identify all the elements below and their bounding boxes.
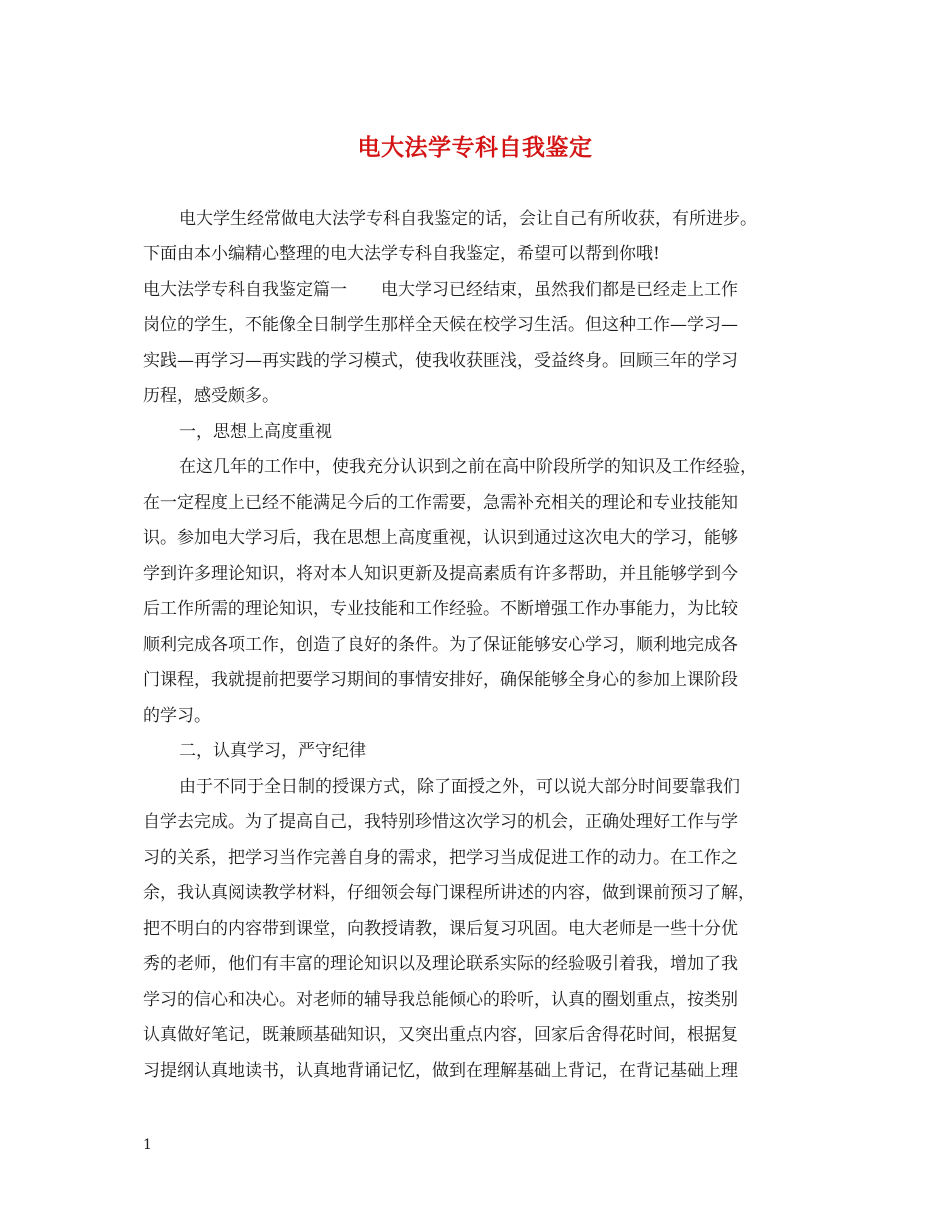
document-title: 电大法学专科自我鉴定 [357,134,593,161]
paragraph-line: 认真做好笔记，既兼顾基础知识，又突出重点内容，回家后舍得花时间，根据复 [143,1025,738,1045]
paragraph-line: 在一定程度上已经不能满足今后的工作需要，急需补充相关的理论和专业技能知 [143,493,738,513]
paragraph-line: 电大法学专科自我鉴定篇一 电大学习已经结束，虽然我们都是已经走上工作 [143,280,738,300]
paragraph-line: 历程，感受颇多。 [143,386,279,406]
paragraph-line: 门课程，我就提前把要学习期间的事情安排好，确保能够全身心的参加上课阶段 [143,670,738,690]
section-heading: 一，思想上高度重视 [179,422,332,442]
paragraph-line: 习提纲认真地读书，认真地背诵记忆，做到在理解基础上背记，在背记基础上理 [143,1061,738,1081]
paragraph-line: 识。参加电大学习后，我在思想上高度重视，认识到通过这次电大的学习，能够 [143,528,738,548]
paragraph-line: 在这几年的工作中，使我充分认识到之前在高中阶段所学的知识及工作经验， [179,457,757,477]
paragraph-line: 电大学生经常做电大法学专科自我鉴定的话，会让自己有所收获，有所进步。 [179,209,757,229]
paragraph-line: 余，我认真阅读教学材料，仔细领会每门课程所讲述的内容，做到课前预习了解， [143,883,755,903]
paragraph-line: 后工作所需的理论知识，专业技能和工作经验。不断增强工作办事能力，为比较 [143,599,738,619]
paragraph-line: 的学习。 [143,706,211,726]
paragraph-line: 自学去完成。为了提高自己，我特别珍惜这次学习的机会，正确处理好工作与学 [143,812,738,832]
paragraph-line: 顺利完成各项工作，创造了良好的条件。为了保证能够安心学习，顺利地完成各 [143,635,738,655]
paragraph-line: 岗位的学生，不能像全日制学生那样全天候在校学习生活。但这种工作—学习— [143,315,738,335]
paragraph-line: 实践—再学习—再实践的学习模式，使我收获匪浅，受益终身。回顾三年的学习 [143,351,738,371]
paragraph-line: 把不明白的内容带到课堂，向教授请教，课后复习巩固。电大老师是一些十分优 [143,919,738,939]
paragraph-line: 秀的老师，他们有丰富的理论知识以及理论联系实际的经验吸引着我，增加了我 [143,954,738,974]
paragraph-line: 下面由本小编精心整理的电大法学专科自我鉴定，希望可以帮到你哦! [143,244,660,264]
paragraph-line: 习的关系，把学习当作完善自身的需求，把学习当成促进工作的动力。在工作之 [143,848,738,868]
paragraph-line: 学习的信心和决心。对老师的辅导我总能倾心的聆听，认真的圈划重点，按类别 [143,990,738,1010]
paragraph-line: 由于不同于全日制的授课方式，除了面授之外，可以说大部分时间要靠我们 [179,777,740,797]
paragraph-line: 学到许多理论知识，将对本人知识更新及提高素质有许多帮助，并且能够学到今 [143,564,738,584]
section-heading: 二，认真学习，严守纪律 [179,741,366,761]
page-number: 1 [143,1137,152,1153]
